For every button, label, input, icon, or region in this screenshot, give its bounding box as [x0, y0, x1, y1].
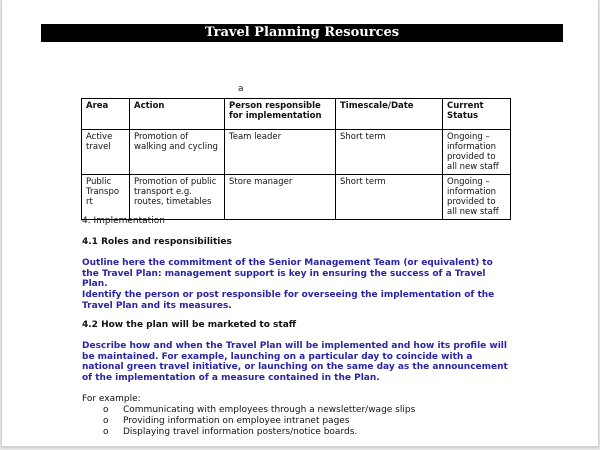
column-header-person: Person responsible for implementation — [225, 99, 336, 130]
table-cell: Ongoing – information provided to all new staff — [443, 175, 511, 220]
roles-paragraph-commitment: Outline here the commitment of the Senior Management Team (or equivalent) to the Travel Plan: management support is key in ensuring the success of a Travel Plan. — [82, 258, 493, 289]
table-cell: Promotion of public transport e.g. routes, timetables — [130, 175, 225, 220]
heading-marketing: 4.2 How the plan will be marketed to staff — [82, 320, 297, 330]
bullet-icon: o — [103, 416, 109, 426]
section-heading-implementation: 4. Implementation — [82, 216, 165, 226]
list-item-text: Providing information on employee intranet pages — [123, 416, 350, 426]
column-header-timescale: Timescale/Date — [336, 99, 443, 130]
table-cell: Short term — [336, 175, 443, 220]
heading-roles: 4.1 Roles and responsibilities — [82, 237, 232, 247]
document-title: Travel Planning Resources — [41, 24, 563, 42]
list-item — [103, 405, 415, 415]
column-header-area: Area — [82, 99, 130, 130]
table-row — [82, 175, 511, 220]
travel-plan-table — [81, 98, 511, 220]
marketing-paragraph: Describe how and when the Travel Plan will be implemented and how its profile will be maintained. For example, launching on a particular day to coincide with a national green travel initiative, or launching on the same day as the announcement of the implementation of a measure contained in the Plan. — [82, 341, 508, 383]
column-header-status: Current Status — [443, 99, 511, 130]
roles-paragraph-responsible: Identify the person or post responsible for overseeing the implementation of the Travel Plan and its measures. — [82, 290, 495, 311]
list-item — [103, 427, 357, 437]
table-caption: a — [238, 84, 244, 94]
list-item — [103, 416, 350, 426]
table-header-row — [82, 99, 511, 130]
document-page — [1, 0, 599, 447]
table-cell: Active travel — [82, 130, 130, 175]
table-cell: Public Transpo rt — [82, 175, 130, 220]
table-cell: Short term — [336, 130, 443, 175]
table-cell: Promotion of walking and cycling — [130, 130, 225, 175]
table-cell: Ongoing – information provided to all new staff — [443, 130, 511, 175]
example-intro: For example: — [82, 394, 141, 404]
list-item-text: Communicating with employees through a newsletter/wage slips — [123, 405, 416, 415]
table-cell: Team leader — [225, 130, 336, 175]
table-row — [82, 130, 511, 175]
column-header-action: Action — [130, 99, 225, 130]
bullet-icon: o — [103, 427, 109, 437]
list-item-text: Displaying travel information posters/notice boards. — [123, 427, 358, 437]
bullet-icon: o — [103, 405, 109, 415]
table-cell: Store manager — [225, 175, 336, 220]
